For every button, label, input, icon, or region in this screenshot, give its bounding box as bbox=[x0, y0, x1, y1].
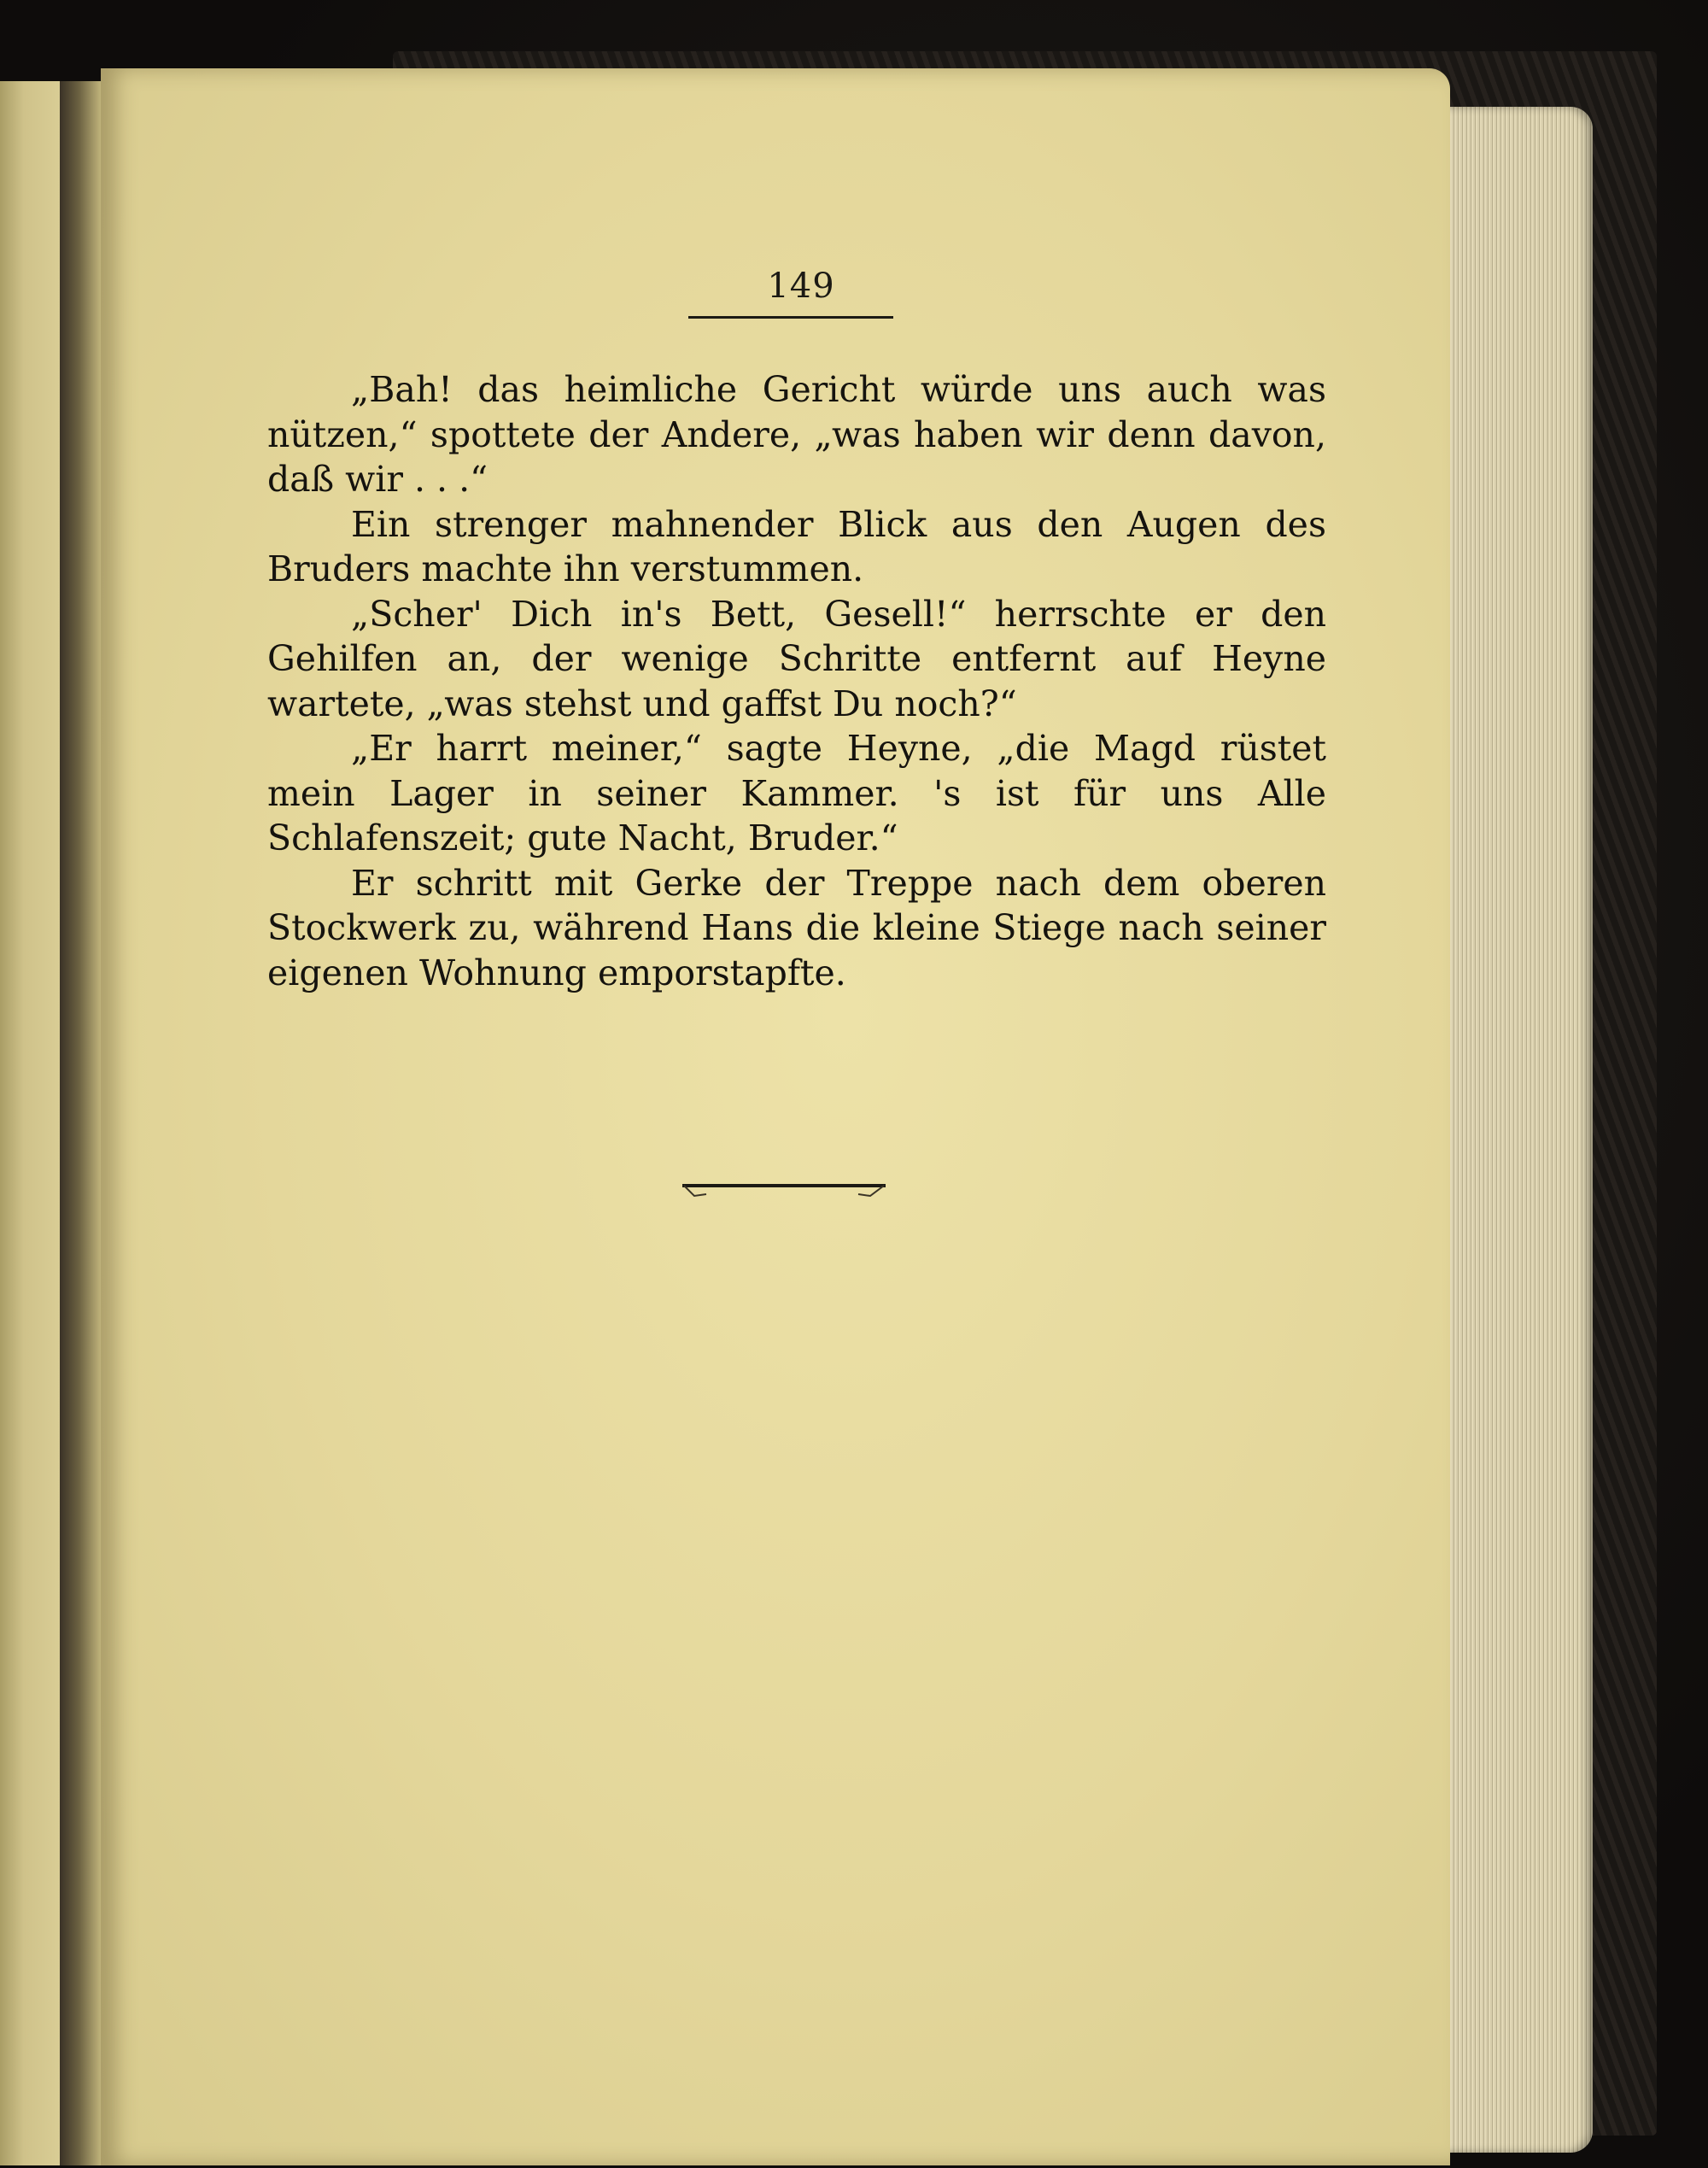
paragraph: Er schritt mit Gerke der Treppe nach dem oberen Stockwerk zu, während Hans die kleine Stiege nach seiner eigenen Wohnung emporstapfte. bbox=[267, 862, 1326, 993]
book-page bbox=[101, 68, 1450, 2165]
body-text bbox=[267, 367, 1326, 995]
paragraph: „Scher' Dich in's Bett, Gesell!“ herrschte er den Gehilfen an, der wenige Schritte entfernt auf Heyne wartete, „was stehst und gaffst Du noch?“ bbox=[267, 593, 1326, 724]
book-gutter bbox=[60, 81, 102, 2165]
end-rule-ornament bbox=[677, 1179, 891, 1204]
paragraph: „Bah! das heimliche Gericht würde uns auch was nützen,“ spottete der Andere, „was haben wir denn davon, daß wir . . .“ bbox=[267, 369, 1326, 500]
header-rule bbox=[688, 316, 893, 319]
page-number: 149 bbox=[767, 267, 835, 306]
paragraph: Ein strenger mahnender Blick aus den Augen des Bruders machte ihn verstummen. bbox=[267, 503, 1326, 589]
left-page-edge bbox=[0, 81, 60, 2165]
paragraph: „Er harrt meiner,“ sagte Heyne, „die Magd rüstet mein Lager in seiner Kammer. 's ist für uns Alle Schlafenszeit; gute Nacht, Bruder.“ bbox=[267, 728, 1326, 858]
